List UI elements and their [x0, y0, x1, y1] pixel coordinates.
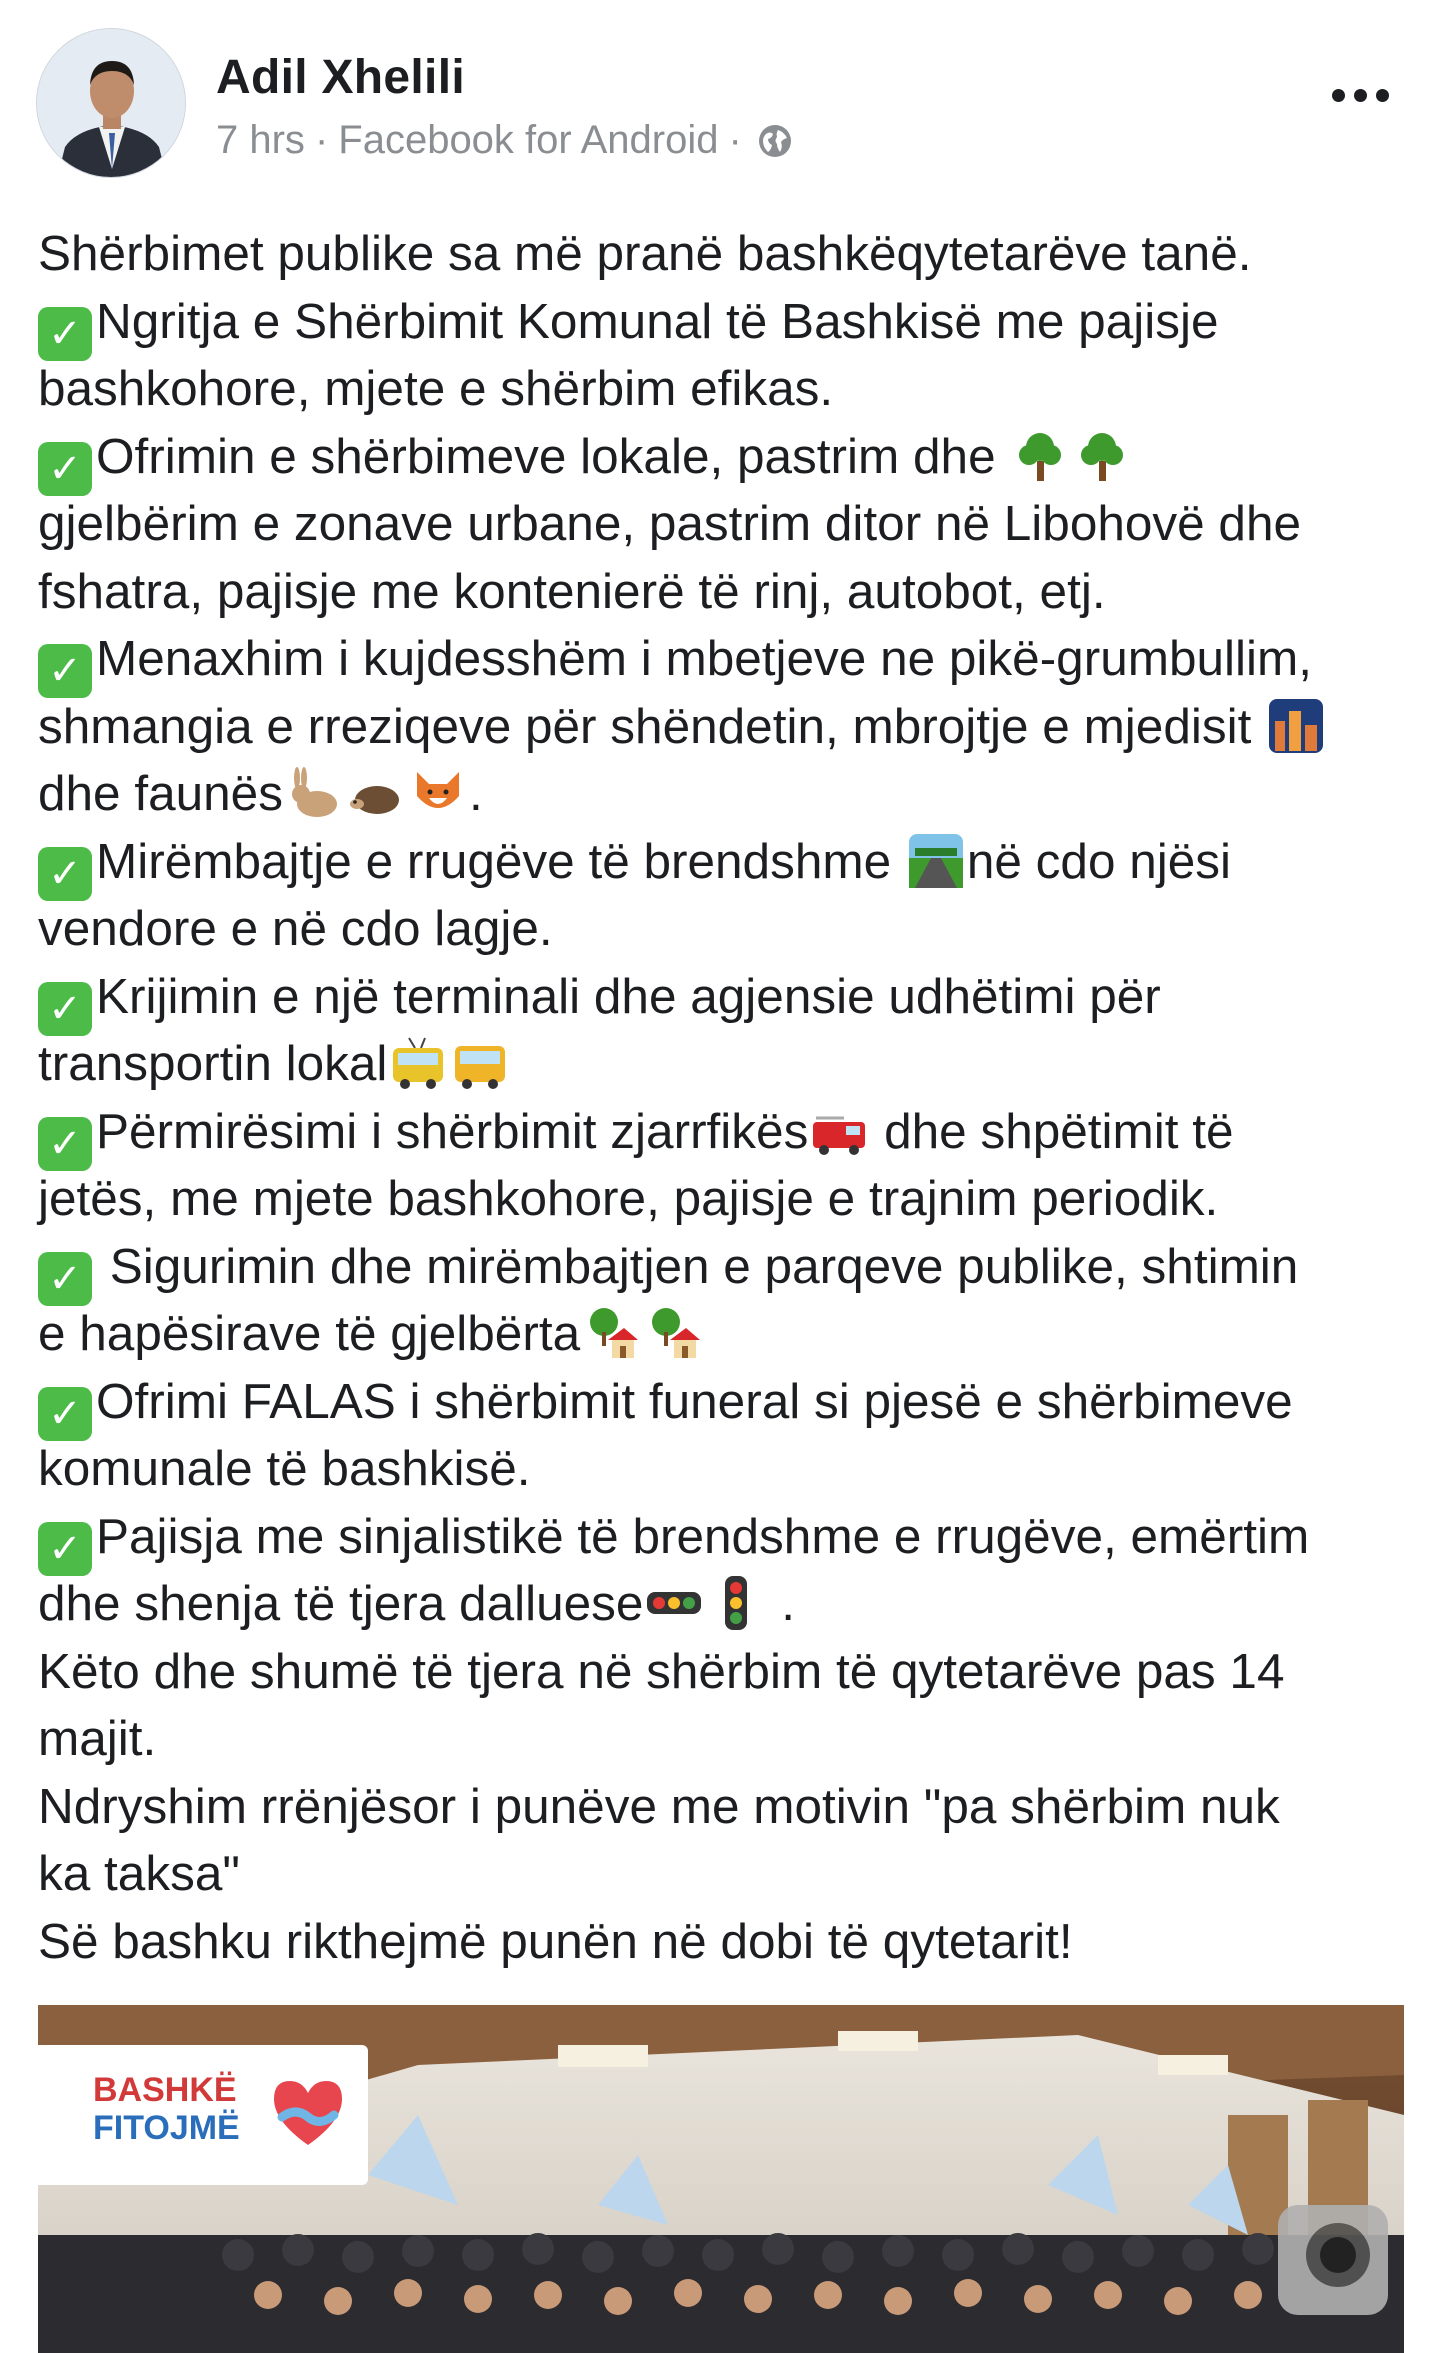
text-line: gjelbërim e zonave urbane, pastrim ditor në Libohovë dhe [38, 496, 1302, 551]
rabbit-icon [285, 764, 343, 822]
house-with-garden-icon [582, 1304, 640, 1362]
check-mark-icon: ✓ [38, 644, 92, 698]
post-header [0, 0, 1439, 210]
text-line: Së bashku rikthejmë punën në dobi të qytetarit! [38, 1913, 1073, 1969]
logo-line-1: BASHKË [93, 2071, 237, 2109]
text-line: jetës, me mjete bashkohore, pajisje e trajnim periodik. [38, 1171, 1219, 1226]
author-name[interactable]: Adil Xhelili [216, 51, 465, 104]
post-photo[interactable] [38, 2005, 1404, 2353]
text-line: fshatra, pajisje me kontenierë të rinj, autobot, etj. [38, 563, 1106, 619]
text-line: Shërbimet publike sa më pranë bashkëqytetarëve tanë. [38, 226, 1252, 281]
city-night-icon [1267, 697, 1325, 755]
check-mark-icon: ✓ [38, 1252, 92, 1306]
text-line: bashkohore, mjete e shërbim efikas. [38, 361, 834, 416]
text-line: dhe shenja të tjera dalluese . [38, 1576, 795, 1631]
check-mark-icon: ✓ [38, 442, 92, 496]
text-line: Këto dhe shumë të tjera në shërbim të qytetarëve pas 14 [38, 1643, 1285, 1699]
text-line: ✓ Ngritja e Shërbimit Komunal të Bashkisë me pajisje [38, 288, 1418, 356]
meta-separator: · [314, 118, 329, 162]
check-mark-icon: ✓ [38, 1522, 92, 1576]
check-mark-icon: ✓ [38, 1387, 92, 1441]
check-mark-icon: ✓ [38, 847, 92, 901]
check-mark-icon: ✓ [38, 307, 92, 361]
text-line: ✓ Sigurimin dhe mirëmbajtjen e parqeve publike, shtimin [38, 1233, 1418, 1301]
fox-icon [409, 764, 467, 822]
text-line: ka taksa" [38, 1846, 240, 1901]
text-line: Ndryshim rrënjësor i punëve me motivin "pa shërbim nuk [38, 1778, 1280, 1834]
more-options-icon[interactable] [1320, 70, 1400, 120]
post-body [38, 220, 1418, 1975]
text-line: shmangia e rreziqeve për shëndetin, mbrojtje e mjedisit [38, 693, 1418, 761]
post-meta [216, 118, 794, 163]
text-line: ✓ Përmirësimi i shërbimit zjarrfikës dhe shpëtimit të [38, 1098, 1418, 1166]
text-line: komunale të bashkisë. [38, 1441, 531, 1496]
text-line: ✓ Pajisja me sinjalistikë të brendshme e rrugëve, emërtim [38, 1503, 1418, 1571]
trolleybus-icon [389, 1034, 447, 1092]
text-line: transportin lokal [38, 1030, 1418, 1098]
fire-engine-icon [810, 1102, 868, 1160]
post-time[interactable]: 7 hrs [216, 118, 305, 162]
bus-icon [451, 1034, 509, 1092]
text-line: majit. [38, 1711, 157, 1766]
text-line: ✓ Menaxhim i kujdesshëm i mbetjeve ne pikë-grumbullim, [38, 625, 1418, 693]
check-mark-icon: ✓ [38, 982, 92, 1036]
check-mark-icon: ✓ [38, 1117, 92, 1171]
text-line: ✓ Ofrimi FALAS i shërbimit funeral si pjesë e shërbimeve [38, 1368, 1418, 1436]
logo-line-2: FITOJMË [93, 2109, 240, 2147]
text-line: e hapësirave të gjelbërta [38, 1300, 1418, 1368]
tree-icon [1011, 427, 1069, 485]
motorway-icon [907, 832, 965, 890]
globe-icon [756, 122, 794, 160]
author-avatar[interactable] [36, 28, 186, 178]
hedgehog-icon [347, 764, 405, 822]
bashke-fitojme-logo [38, 2045, 368, 2185]
post-source: Facebook for Android [338, 118, 719, 162]
text-line: ✓ Mirëmbajtje e rrugëve të brendshme në cdo njësi [38, 828, 1418, 896]
text-line: vendore e në cdo lagje. [38, 901, 553, 956]
text-line: ✓ Ofrimin e shërbimeve lokale, pastrim dhe [38, 423, 1418, 491]
meta-separator-2: · [728, 118, 742, 162]
text-line: dhe faunës . [38, 766, 483, 821]
tree-icon [1073, 427, 1131, 485]
vertical-traffic-light-icon [707, 1574, 765, 1632]
horizontal-traffic-light-icon [645, 1574, 703, 1632]
text-line: ✓ Krijimin e një terminali dhe agjensie udhëtimi për [38, 963, 1418, 1031]
heart-hands-icon [268, 2073, 348, 2153]
house-with-garden-icon [644, 1304, 702, 1362]
